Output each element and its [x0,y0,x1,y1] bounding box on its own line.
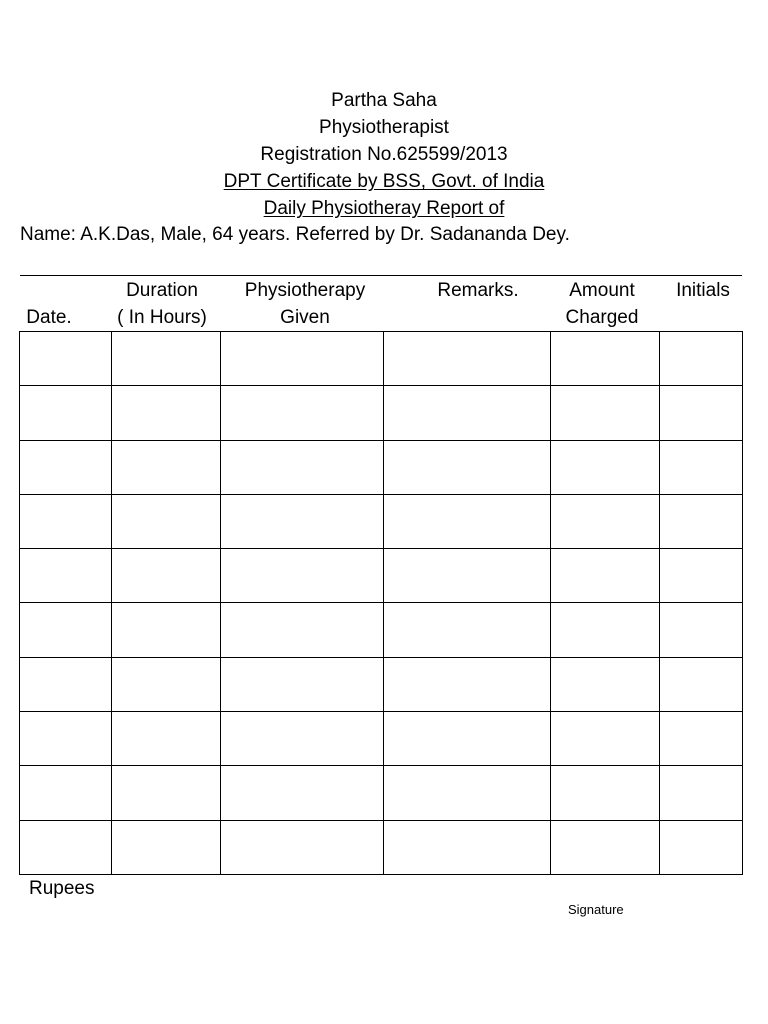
table-cell [384,549,551,603]
table-cell [221,712,384,766]
table-row [20,820,743,874]
table-cell [221,494,384,548]
table-row [20,440,743,494]
signature-label: Signature [568,902,624,917]
table-cell [384,386,551,440]
table-cell [660,494,743,548]
table-cell [112,820,221,874]
column-header-remarks [418,277,538,304]
table-cell [112,386,221,440]
column-header-physiotherapy [230,277,380,331]
report-table-body [20,332,743,875]
table-row [20,386,743,440]
column-header-duration-line2: ( In Hours) [117,307,207,328]
table-cell [660,549,743,603]
table-cell [551,494,660,548]
table-row [20,712,743,766]
table-row [20,332,743,386]
table-cell [221,332,384,386]
table-cell [551,657,660,711]
practitioner-name: Partha Saha [331,90,437,111]
table-cell [112,657,221,711]
column-header-amount-line2: Charged [565,307,639,328]
table-cell [551,712,660,766]
column-header-amount-line1: Amount [569,280,635,301]
table-cell [20,712,112,766]
report-table [19,331,743,875]
table-cell [20,603,112,657]
table-row [20,603,743,657]
table-cell [660,332,743,386]
table-row [20,657,743,711]
table-cell [660,603,743,657]
table-cell [551,549,660,603]
table-cell [20,820,112,874]
table-cell [112,494,221,548]
table-cell [384,820,551,874]
table-cell [384,712,551,766]
table-cell [660,386,743,440]
table-cell [221,440,384,494]
column-header-duration-line1: Duration [126,280,198,301]
table-cell [551,386,660,440]
table-cell [384,440,551,494]
table-cell [112,332,221,386]
table-cell [551,332,660,386]
table-cell [384,494,551,548]
table-cell [112,603,221,657]
table-cell [660,440,743,494]
table-cell [20,332,112,386]
table-cell [384,657,551,711]
table-cell [384,766,551,820]
rupees-label: Rupees [29,878,95,899]
table-cell [551,440,660,494]
report-title: Daily Physiotheray Report of [263,198,505,219]
table-cell [112,549,221,603]
column-header-date-line1 [19,277,79,304]
table-cell [551,603,660,657]
table-cell [660,820,743,874]
table-cell [20,440,112,494]
registration-number: Registration No.625599/2013 [260,144,508,165]
table-cell [221,766,384,820]
table-cell [20,657,112,711]
table-row [20,494,743,548]
table-cell [384,603,551,657]
table-cell [551,766,660,820]
table-cell [112,766,221,820]
table-cell [221,386,384,440]
table-cell [221,820,384,874]
table-cell [660,657,743,711]
column-header-physiotherapy-line2: Given [280,307,330,328]
table-cell [112,712,221,766]
table-cell [20,386,112,440]
table-row [20,766,743,820]
table-cell [112,440,221,494]
column-header-duration [107,277,217,331]
patient-details: Name: A.K.Das, Male, 64 years. Referred by Dr. Sadananda Dey. [20,224,570,245]
certificate-line: DPT Certificate by BSS, Govt. of India [223,171,545,192]
column-header-date-line2: Date. [26,307,72,328]
column-header-remarks-line1: Remarks. [437,280,519,301]
column-header-initials [662,277,744,304]
report-title-wrap [0,198,768,220]
practitioner-title: Physiotherapist [319,117,449,138]
table-cell [660,766,743,820]
table-cell [20,549,112,603]
table-cell [20,766,112,820]
table-cell [384,332,551,386]
column-header-physiotherapy-line1: Physiotherapy [244,280,366,301]
table-cell [20,494,112,548]
column-header-amount [552,277,652,331]
header-rule [20,275,742,276]
table-row [20,549,743,603]
table-cell [551,820,660,874]
table-cell [221,603,384,657]
certificate-line-wrap [0,171,768,193]
column-header-date [19,277,79,331]
table-cell [660,712,743,766]
table-cell [221,657,384,711]
table-cell [221,549,384,603]
column-header-initials-line1: Initials [676,280,730,301]
